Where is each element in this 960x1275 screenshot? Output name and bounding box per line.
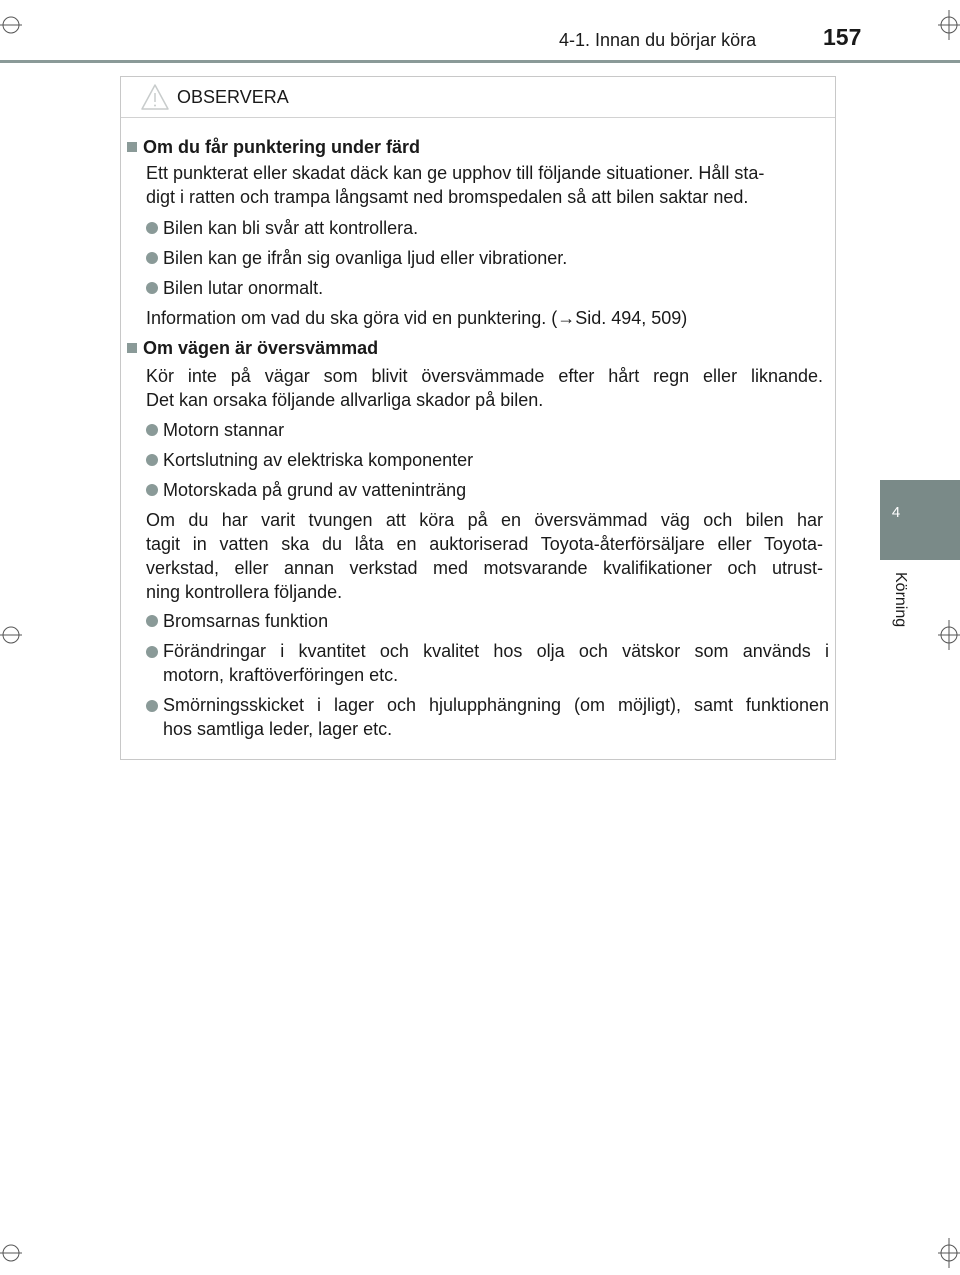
list-item: Bromsarnas funktion xyxy=(146,610,328,633)
notice-header xyxy=(121,77,835,118)
round-bullet-icon xyxy=(146,282,158,294)
round-bullet-icon xyxy=(146,222,158,234)
round-bullet-icon xyxy=(146,424,158,436)
list-item: Bilen kan ge ifrån sig ovanliga ljud eller vibrationer. xyxy=(146,247,567,270)
notice-box xyxy=(120,76,836,760)
list-item-continuation: hos samtliga leder, lager etc. xyxy=(163,719,393,739)
round-bullet-icon xyxy=(146,252,158,264)
paragraph-line: Ett punkterat eller skadat däck kan ge upphov till följande situationer. Håll sta- xyxy=(146,163,765,183)
square-bullet-icon xyxy=(127,142,137,152)
section-heading: Om du får punktering under färd xyxy=(127,136,420,159)
list-item: Motorn stannar xyxy=(146,419,284,442)
crop-mark-bottom-left xyxy=(0,1238,22,1268)
list-item: Motorskada på grund av vatteninträng xyxy=(146,479,466,502)
list-item-continuation: motorn, kraftöverföringen etc. xyxy=(163,665,399,685)
notice-title: OBSERVERA xyxy=(177,87,289,107)
paragraph-line: Det kan orsaka följande allvarliga skador på bilen. xyxy=(146,390,544,410)
warning-triangle-icon xyxy=(140,83,170,116)
crop-mark-mid-left xyxy=(0,620,22,650)
paragraph-line: verkstad, eller annan verkstad med motsvarande kvalifikationer och utrust- xyxy=(146,558,823,578)
header-rule xyxy=(0,60,960,63)
paragraph-line: tagit in vatten ska du låta en auktoriserad Toyota-återförsäljare eller Toyota- xyxy=(146,534,823,554)
round-bullet-icon xyxy=(146,646,158,658)
chapter-label: Körning xyxy=(892,572,909,628)
paragraph-line: digt i ratten och trampa långsamt ned bromspedalen så att bilen saktar ned. xyxy=(146,187,749,207)
page-number: 157 xyxy=(823,24,862,50)
list-item: Kortslutning av elektriska komponenter xyxy=(146,449,473,472)
crop-mark-bottom-right xyxy=(938,1238,960,1268)
paragraph-line: Kör inte på vägar som blivit översvämmade efter hårt regn eller liknande. xyxy=(146,366,823,386)
round-bullet-icon xyxy=(146,484,158,496)
paragraph-line: Om du har varit tvungen att köra på en översvämmad väg och bilen har xyxy=(146,510,823,530)
crop-mark-mid-right xyxy=(938,620,960,650)
section-heading: Om vägen är översvämmad xyxy=(127,337,378,360)
list-item: Bilen kan bli svår att kontrollera. xyxy=(146,217,418,240)
chapter-tab xyxy=(880,480,960,560)
reference-note: Information om vad du ska göra vid en punktering. (→Sid. 494, 509) xyxy=(146,308,688,328)
crop-mark-top-left xyxy=(0,10,22,40)
round-bullet-icon xyxy=(146,454,158,466)
list-item: Förändringar i kvantitet och kvalitet hos olja och vätskor som används i xyxy=(146,640,829,663)
section-title: 4-1. Innan du börjar köra xyxy=(559,30,757,50)
round-bullet-icon xyxy=(146,700,158,712)
list-item: Bilen lutar onormalt. xyxy=(146,277,323,300)
list-item: Smörningsskicket i lager och hjulupphängning (om möjligt), samt funktionen xyxy=(146,694,829,717)
chapter-number: 4 xyxy=(891,504,901,521)
square-bullet-icon xyxy=(127,343,137,353)
paragraph-line: ning kontrollera följande. xyxy=(146,582,343,602)
round-bullet-icon xyxy=(146,615,158,627)
crop-mark-top-right xyxy=(938,10,960,40)
